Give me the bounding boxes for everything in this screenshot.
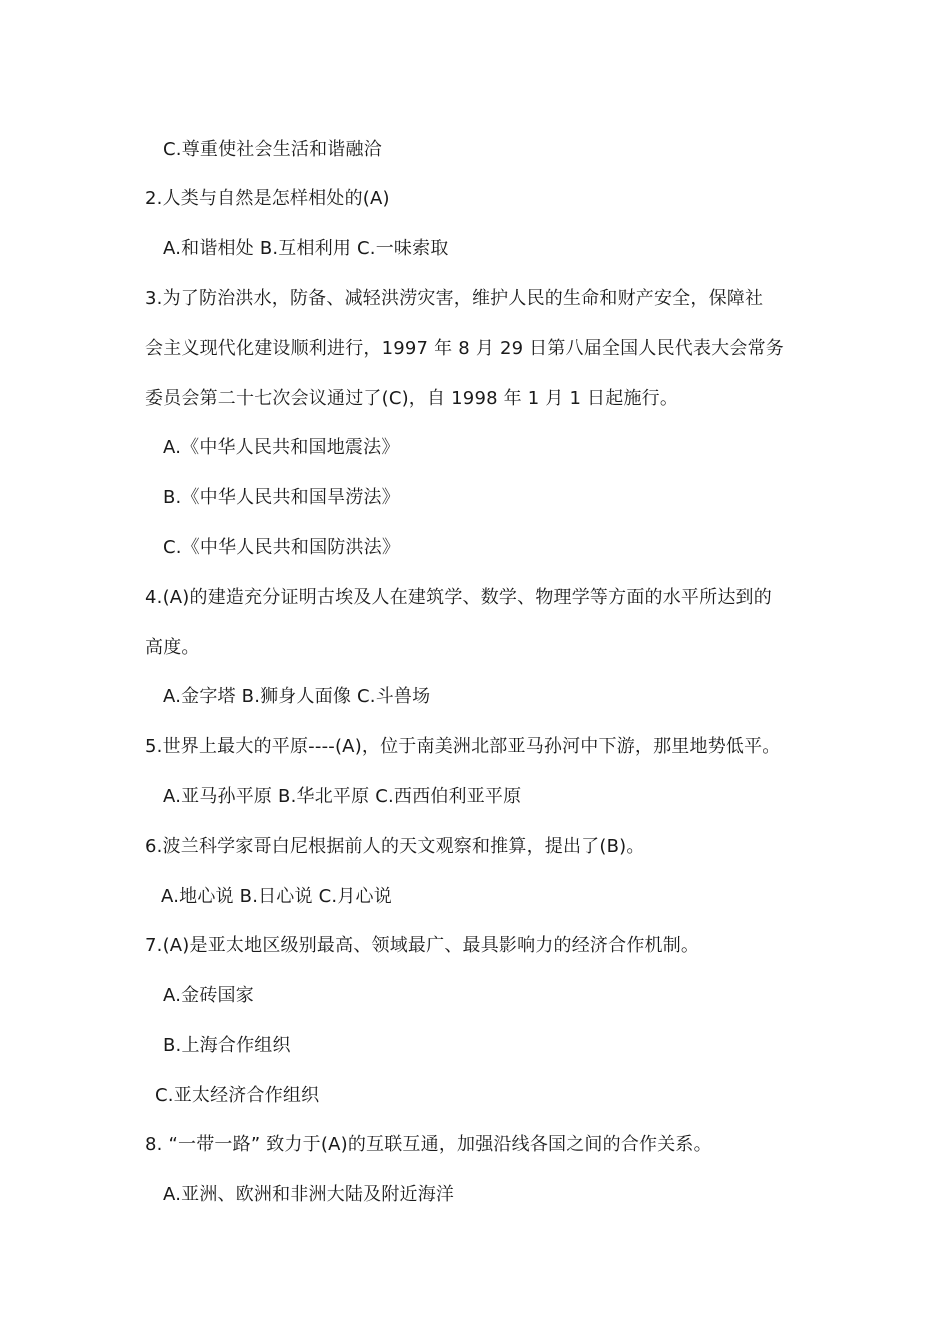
- question-line: 6.波兰科学家哥白尼根据前人的天文观察和推算，提出了(B)。: [145, 836, 645, 857]
- option-line: A.《中华人民共和国地震法》: [163, 437, 400, 458]
- option-line: B.《中华人民共和国旱涝法》: [163, 487, 400, 508]
- question-line: 7.(A)是亚太地区级别最高、领域最广、最具影响力的经济合作机制。: [145, 935, 700, 956]
- option-line: C.尊重使社会生活和谐融洽: [163, 139, 382, 160]
- option-line: C.《中华人民共和国防洪法》: [163, 537, 401, 558]
- question-line: 8. “一带一路” 致力于(A)的互联互通，加强沿线各国之间的合作关系。: [145, 1134, 712, 1155]
- question-line: 会主义现代化建设顺利进行，1997 年 8 月 29 日第八届全国人民代表大会常务: [145, 338, 784, 359]
- question-line: 高度。: [145, 637, 200, 658]
- option-line: A.亚洲、欧洲和非洲大陆及附近海洋: [163, 1184, 455, 1205]
- option-line: B.上海合作组织: [163, 1035, 291, 1056]
- question-line: 2.人类与自然是怎样相处的(A): [145, 188, 390, 209]
- option-line: C.亚太经济合作组织: [155, 1085, 320, 1106]
- question-line: 委员会第二十七次会议通过了(C)，自 1998 年 1 月 1 日起施行。: [145, 388, 679, 409]
- option-line: A.亚马孙平原 B.华北平原 C.西西伯利亚平原: [163, 786, 522, 807]
- option-line: A.和谐相处 B.互相利用 C.一味索取: [163, 238, 449, 259]
- question-line: 4.(A)的建造充分证明古埃及人在建筑学、数学、物理学等方面的水平所达到的: [145, 587, 772, 608]
- option-line: A.地心说 B.日心说 C.月心说: [161, 886, 392, 907]
- question-line: 3.为了防治洪水，防备、减轻洪涝灾害，维护人民的生命和财产安全，保障社: [145, 288, 764, 309]
- option-line: A.金砖国家: [163, 985, 254, 1006]
- question-line: 5.世界上最大的平原----(A)，位于南美洲北部亚马孙河中下游，那里地势低平。: [145, 736, 781, 757]
- option-line: A.金字塔 B.狮身人面像 C.斗兽场: [163, 686, 431, 707]
